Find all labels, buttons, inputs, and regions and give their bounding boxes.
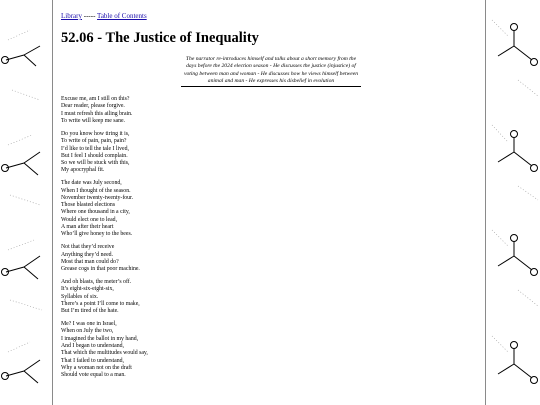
poem-stanza [61,321,479,379]
poem-line: But I feel I should complain. [61,152,128,159]
poem-line: And I began to understand, [61,343,124,349]
document-content [61,12,479,385]
molecule-icon [498,24,538,66]
molecule-icon [498,342,538,384]
right-margin-decoration [488,0,540,405]
molecule-icon [2,360,41,383]
document-page [52,0,486,405]
poem-line: Would elect one to lead, [61,216,118,223]
poem-line: Me? I was one in Israel, [61,321,117,328]
poem-line: It’s eight-six-eight-six, [61,286,114,293]
poem-line: Do you know how tiring it is, [61,130,130,137]
poem-line: Not that they’d receive [61,244,115,251]
poem-stanza [61,180,479,238]
poem-line: To write will keep me sane. [61,118,125,125]
poem-line: When on July the two, [61,328,114,335]
table-of-contents-link[interactable]: Table of Contents [97,12,147,20]
poem-line: Grease cogs in that poor machine. [61,266,140,273]
poem-line: Why a woman not on the draft [61,364,132,371]
left-margin-decoration [0,0,52,405]
poem-stanza [61,131,479,175]
poem-line: Excuse me, am I still on this? [61,96,130,103]
poem-stanza [61,96,479,125]
breadcrumb [61,12,479,21]
poem-line: Most that man could do? [61,258,119,265]
poem-line: That which the multitudes would say, [61,350,148,357]
poem-line: My apocryphal fit. [61,167,105,174]
poem-line: Should vote equal to a man. [61,372,126,379]
poem-stanza [61,244,479,273]
poem-line: Anything they’d need. [61,251,113,258]
poem-line: Those blasted elections [61,202,116,209]
poem-stanza [61,279,479,315]
poem-line: The date was July second, [61,180,122,187]
library-link[interactable]: Library [61,12,82,20]
molecule-icon [498,235,538,276]
right-molecule-pattern [488,0,540,405]
poem-line: To write of pain, pain, pain? [61,138,127,145]
molecule-icon [2,46,41,66]
molecule-icon [2,152,41,175]
poem-line: I imagined the ballot in my hand, [61,335,139,342]
poem-line: But I’m tired of the hate. [61,308,119,315]
poem-line: Who’ll give honey to the bees. [61,231,133,238]
poem-line: Dear reader, please forgive. [61,103,125,110]
poem-line: When I thought of the season. [61,187,131,194]
page-title: 52.06 - The Justice of Inequality [61,30,259,46]
poem-line: That I failed to understand, [61,357,124,364]
poem-line: November twenty-twenty-four. [61,194,134,201]
nav-separator: ----- [83,12,96,20]
poem-line: So we will be stuck with this, [61,160,130,167]
chapter-summary: The narrator re-introduces himself and talks about a short memory from the days before the 2024 election season - He discusses the justice (injustice) of voting between man and woman - He discusses how he views himself between animal and man - He expresses his disbelief in evolution [181,56,361,87]
poem-line: A man after their heart [61,224,114,231]
poem-line: There’s a point I’ll come to make, [61,300,140,307]
poem-line: I’d like to tell the tale I lived, [61,145,129,152]
molecule-icon [2,256,41,279]
molecule-icon [498,131,538,172]
poem-line: I must refresh this ailing brain. [61,110,133,117]
poem-line: And oh blasts, the meter’s off. [61,279,132,286]
left-molecule-pattern [0,0,52,405]
poem-line: Syllables of six. [61,293,99,300]
poem-line: Where one thousand in a city, [61,209,130,216]
poem-body [61,96,479,379]
